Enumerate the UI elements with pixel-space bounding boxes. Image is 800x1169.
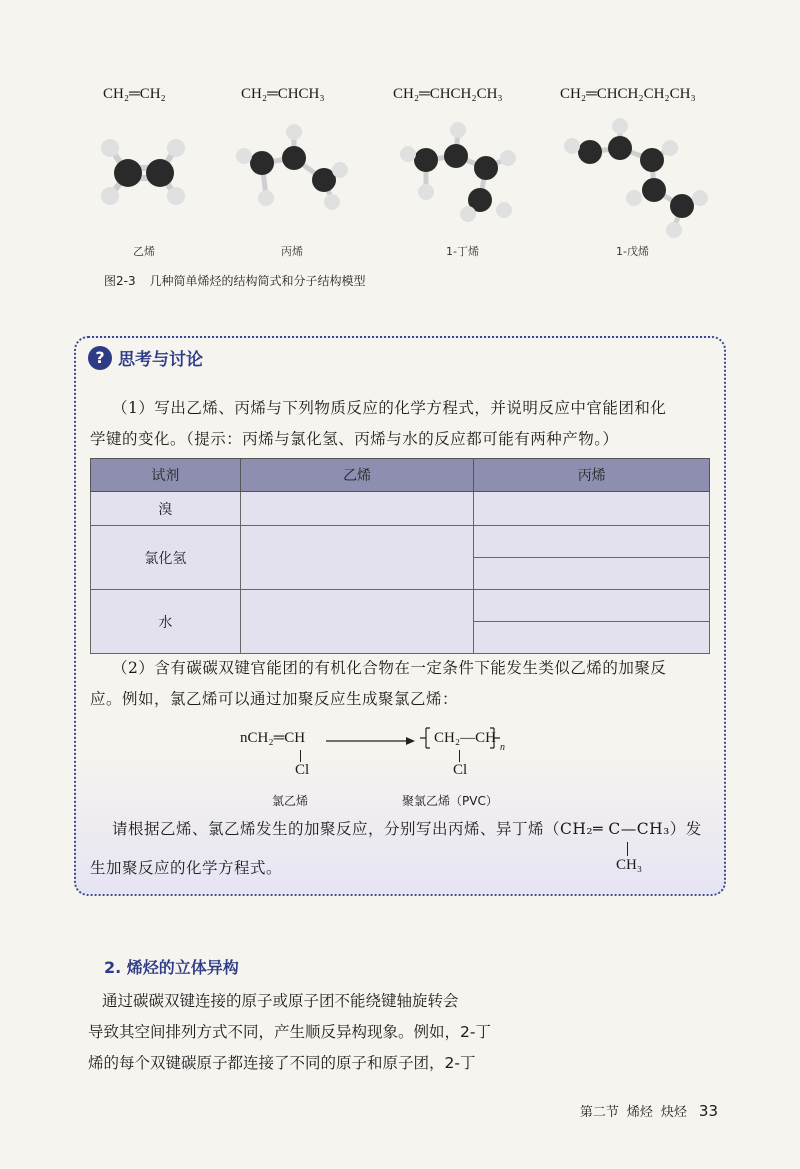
product-formula: CH₂—CH	[434, 730, 496, 746]
row-water: 水	[91, 590, 241, 654]
row-hydrogen-chloride: 氯化氢	[91, 526, 241, 590]
row-bromine: 溴	[91, 492, 241, 526]
propene-model	[232, 118, 352, 218]
cell-answer	[474, 526, 710, 558]
question-icon: ?	[88, 346, 112, 370]
arrow-icon	[326, 734, 416, 748]
product-substituent: Cl	[453, 762, 468, 778]
bond-line	[300, 750, 301, 762]
header-propene: 丙烯	[474, 459, 710, 492]
cell-answer	[240, 492, 474, 526]
q2-line2: 应。例如，氯乙烯可以通过加聚反应生成聚氯乙烯：	[90, 690, 459, 708]
bond-line	[459, 750, 460, 762]
name-1-pentene: 1-戊烯	[616, 245, 649, 258]
footer-topic: 烯烃	[626, 1105, 653, 1120]
section-title: 2. 烯烃的立体异构	[104, 958, 239, 977]
name-propene: 丙烯	[281, 245, 303, 258]
formula-propene: CH₂═CHCH₃	[241, 86, 325, 102]
reactant-substituent: Cl	[295, 762, 310, 778]
footer-topic: 炔烃	[660, 1105, 687, 1120]
q1-line2: 学键的变化。（提示：丙烯与氯化氢、丙烯与水的反应都可能有两种产物。）	[90, 430, 619, 448]
1-butene-model	[398, 118, 523, 223]
name-ethene: 乙烯	[133, 245, 155, 258]
body-line: 烯的每个双键碳原子都连接了不同的原子和原子团，2-丁	[88, 1054, 476, 1072]
reaction-table	[90, 458, 710, 654]
figure-caption-text: 几种简单烯烃的结构简式和分子结构模型	[149, 274, 366, 288]
cell-answer	[240, 526, 474, 590]
q2-line1: （2）含有碳碳双键官能团的有机化合物在一定条件下能发生类似乙烯的加聚反	[112, 659, 667, 677]
name-1-butene: 1-丁烯	[446, 245, 479, 258]
formula-1-butene: CH₂═CHCH₂CH₃	[393, 86, 503, 102]
1-pentene-model	[562, 118, 712, 238]
figure-caption	[104, 272, 365, 289]
label-vinyl-chloride: 氯乙烯	[272, 794, 309, 808]
cell-answer	[474, 558, 710, 590]
formula-ethene: CH₂═CH₂	[103, 86, 166, 102]
cell-answer	[474, 622, 710, 654]
cell-answer	[474, 492, 710, 526]
discussion-title: ? 思考与讨论	[88, 345, 203, 370]
q2-line3: 请根据乙烯、氯乙烯发生的加聚反应，分别写出丙烯、异丁烯（CH₂═ C—CH₃）发	[112, 820, 702, 838]
header-reagent: 试剂	[91, 459, 241, 492]
footer-section: 第二节	[579, 1105, 619, 1120]
bond-line	[627, 842, 628, 856]
q1-line1: （1）写出乙烯、丙烯与下列物质反应的化学方程式，并说明反应中官能团和化	[112, 399, 667, 417]
reactant-formula: nCH₂═CH	[240, 730, 306, 746]
ethene-model	[98, 118, 193, 218]
polymer-n: n	[500, 742, 505, 753]
figure-number: 图2-3	[104, 274, 136, 288]
header-ethene: 乙烯	[240, 459, 474, 492]
formula-1-pentene: CH₂═CHCH₂CH₂CH₃	[560, 86, 696, 102]
cell-answer	[474, 590, 710, 622]
q2-line4: 生加聚反应的化学方程式。	[90, 859, 283, 877]
section-body	[88, 986, 508, 1079]
body-line: 通过碳碳双键连接的原子或原子团不能绕键轴旋转会	[102, 992, 459, 1010]
isobutene-methyl: CH₃	[616, 857, 643, 873]
page-number: 33	[698, 1102, 718, 1120]
cell-answer	[240, 590, 474, 654]
label-pvc: 聚氯乙烯（PVC）	[402, 794, 498, 808]
page-footer	[580, 1101, 718, 1120]
body-line: 导致其空间排列方式不同，产生顺反异构现象。例如，2-丁	[88, 1023, 491, 1041]
